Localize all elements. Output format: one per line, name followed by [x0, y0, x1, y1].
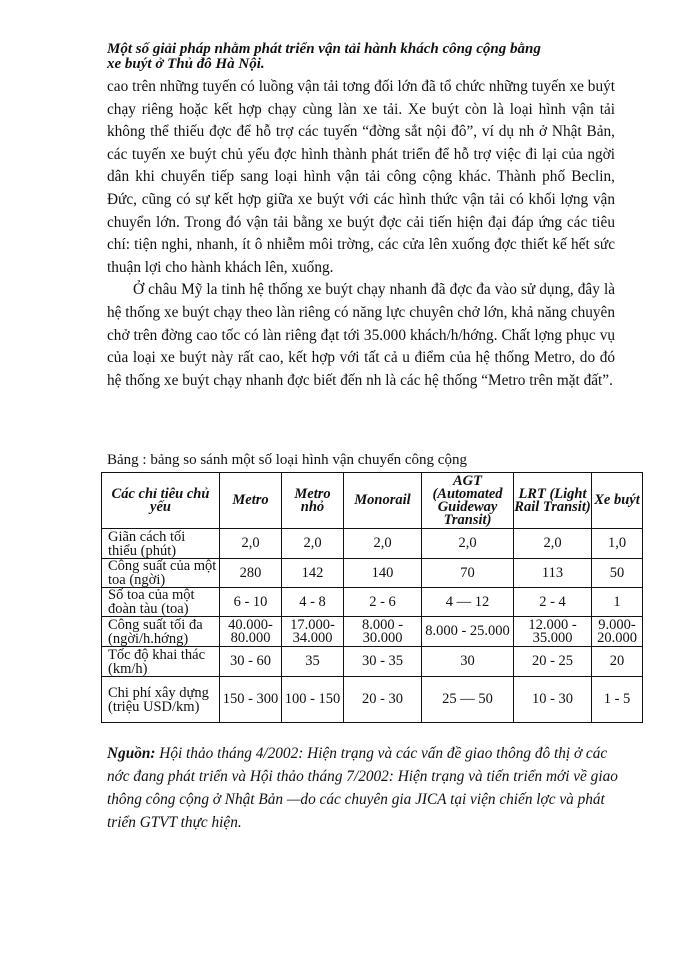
source-note — [107, 742, 627, 834]
table-cell: 20 — [592, 647, 643, 677]
table-row — [102, 617, 643, 647]
header-cell: Xe buýt — [592, 473, 643, 529]
paragraph-1: cao trên những tuyến có luồng vận tải tơng đối lớn đã tổ chức những tuyến xe buýt chạy riêng hoặc kết hợp chạy cùng làn xe tải. Xe buýt còn là loại hình vận tải không thể thiếu đợc để hỗ trợ các tuyến “đờng sắt nội đô”, ví dụ nh ở Nhật Bản, các tuyến xe buýt chủ yếu đợc hình thành phát triển để hỗ trợ việc đi lại của ngời dân khi chuyển tiếp sang loại hình vận tải công cộng khác. Thành phố Beclin, Đức, cũng có sự kết hợp giữa xe buýt với các hình thức vận tải có khối lợng vận chuyển lớn. Trong đó vận tải bằng xe buýt đợc cải tiến hiện đại đáp ứng các tiêu chí: tiện nghi, nhanh, ít ô nhiễm môi trờng, các cửa lên xuống đợc thiết kế hết sức thuận lợi cho hành khách lên, xuống. — [107, 78, 615, 276]
table-cell: 2,0 — [220, 529, 282, 559]
table-cell: 2,0 — [282, 529, 344, 559]
table-cell: 2,0 — [422, 529, 514, 559]
running-header — [107, 42, 627, 72]
table-cell: 4 - 8 — [282, 588, 344, 617]
row-label: Chi phí xây dựng (triệu USD/km) — [102, 677, 220, 723]
header-cell: Các chỉ tiêu chủ yếu — [102, 473, 220, 529]
table-row — [102, 647, 643, 677]
table-cell: 150 - 300 — [220, 677, 282, 723]
table-cell: 20 - 25 — [514, 647, 592, 677]
table-cell: 140 — [344, 559, 422, 588]
table-cell: 30 — [422, 647, 514, 677]
header-cell: Metro — [220, 473, 282, 529]
row-label: Công suất của một toa (ngời) — [102, 559, 220, 588]
table-cell: 70 — [422, 559, 514, 588]
table-cell: 8.000 - 25.000 — [422, 617, 514, 647]
header-cell: LRT (Light Rail Transit) — [514, 473, 592, 529]
table-cell: 2,0 — [514, 529, 592, 559]
table-cell: 280 — [220, 559, 282, 588]
table-cell: 113 — [514, 559, 592, 588]
table-cell: 12.000 - 35.000 — [514, 617, 592, 647]
table-cell: 6 - 10 — [220, 588, 282, 617]
header-line-2: xe buýt ở Thủ đô Hà Nội. — [107, 56, 265, 72]
header-cell: Monorail — [344, 473, 422, 529]
table-cell: 30 - 60 — [220, 647, 282, 677]
table-cell: 1,0 — [592, 529, 643, 559]
table-cell: 8.000 - 30.000 — [344, 617, 422, 647]
table-cell: 2 - 4 — [514, 588, 592, 617]
table-row — [102, 677, 643, 723]
table-cell: 20 - 30 — [344, 677, 422, 723]
row-label: Công suất tối đa (ngời/h.hớng) — [102, 617, 220, 647]
row-label: Số toa của một đoàn tàu (toa) — [102, 588, 220, 617]
table-cell: 142 — [282, 559, 344, 588]
source-text: Hội thảo tháng 4/2002: Hiện trạng và các vấn đề giao thông đô thị ở các nớc đang phát triển và Hội thảo tháng 7/2002: Hiện trạng và tiến triển mới về giao thông công cộng ở Nhật Bản —do các chuyên gia JICA tại viện chiến lợc và phát triển GTVT thực hiện. — [107, 745, 618, 831]
table-cell: 100 - 150 — [282, 677, 344, 723]
header-line-1: Một số giải pháp nhằm phát triển vận tải hành khách công cộng bằng — [107, 41, 541, 57]
table-cell: 17.000-34.000 — [282, 617, 344, 647]
table-cell: 2,0 — [344, 529, 422, 559]
header-cell: AGT (Automated Guideway Transit) — [422, 473, 514, 529]
row-label: Tốc độ khai thác (km/h) — [102, 647, 220, 677]
table-cell: 40.000-80.000 — [220, 617, 282, 647]
row-label: Giãn cách tối thiểu (phút) — [102, 529, 220, 559]
table-row — [102, 559, 643, 588]
source-label: Nguồn: — [107, 745, 156, 762]
table-header-row — [102, 473, 643, 529]
table-row — [102, 529, 643, 559]
comparison-table — [101, 472, 643, 723]
table-cell: 1 - 5 — [592, 677, 643, 723]
table-cell: 2 - 6 — [344, 588, 422, 617]
table-cell: 50 — [592, 559, 643, 588]
header-cell: Metro nhỏ — [282, 473, 344, 529]
table-cell: 30 - 35 — [344, 647, 422, 677]
table-cell: 35 — [282, 647, 344, 677]
table-cell: 25 — 50 — [422, 677, 514, 723]
table-cell: 9.000-20.000 — [592, 617, 643, 647]
table-cell: 10 - 30 — [514, 677, 592, 723]
paragraph-2: Ở châu Mỹ la tinh hệ thống xe buýt chạy nhanh đã đợc đa vào sử dụng, đây là hệ thống xe buýt chạy theo làn riêng có năng lực chuyên chở lớn, khả năng chuyên chở trên đờng cao tốc có làn riêng đạt tới 35.000 khách/h/hớng. Chất lợng phục vụ của loại xe buýt này rất cao, kết hợp với tất cả u điểm của hệ thống Metro, do đó hệ thống xe buýt chạy nhanh đợc biết đến nh là các hệ thống “Metro trên mặt đất”. — [107, 281, 615, 389]
table-cell: 1 — [592, 588, 643, 617]
table-caption: Bảng : bảng so sánh một số loại hình vận chuyển công cộng — [107, 452, 467, 468]
table-cell: 4 — 12 — [422, 588, 514, 617]
table-row — [102, 588, 643, 617]
body-text — [107, 76, 615, 392]
